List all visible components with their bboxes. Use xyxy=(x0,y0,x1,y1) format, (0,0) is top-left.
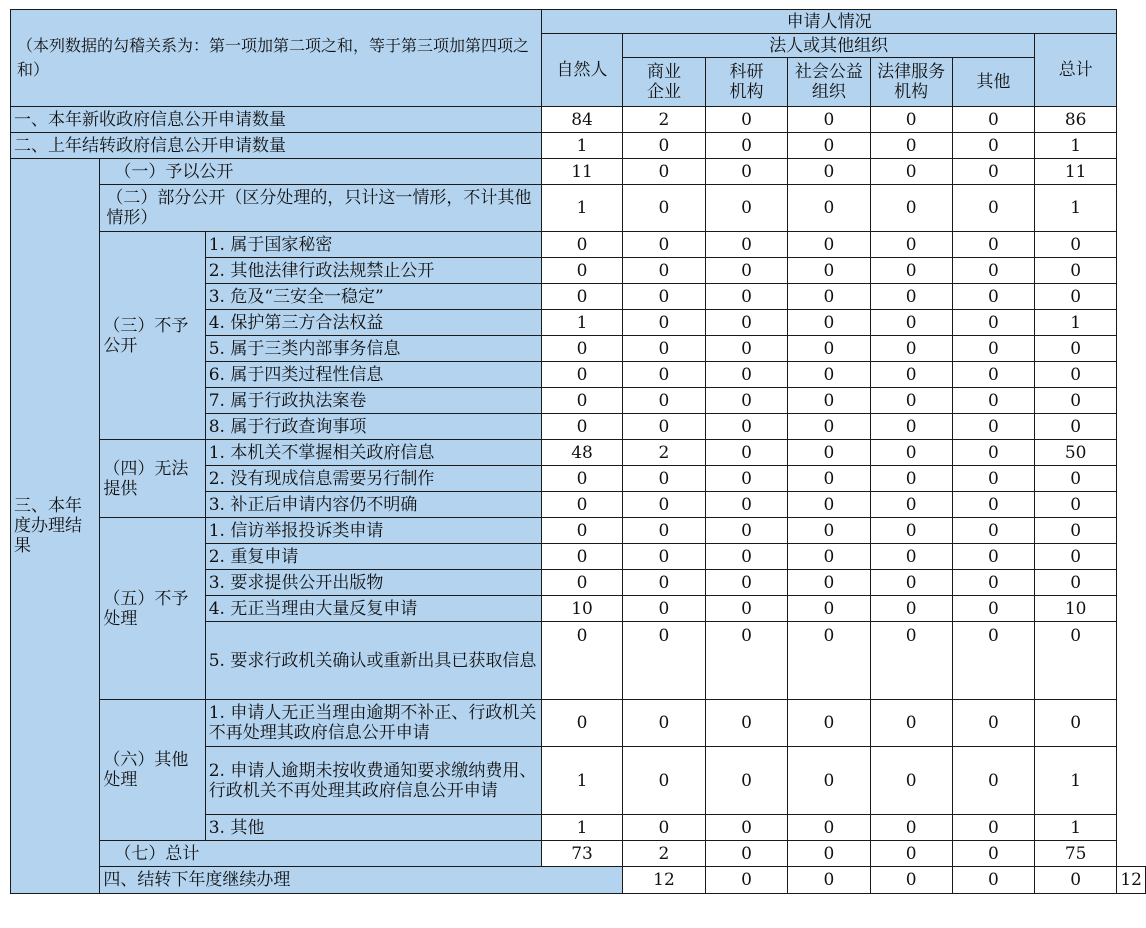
cell: 0 xyxy=(952,700,1034,747)
cell: 48 xyxy=(541,440,622,466)
cell: 0 xyxy=(952,414,1034,440)
row-label: 2. 申请人逾期未按收费通知要求缴纳费用、行政机关不再处理其政府信息公开申请 xyxy=(205,747,541,815)
cell: 0 xyxy=(541,466,622,492)
row-label: 1. 申请人无正当理由逾期不补正、行政机关不再处理其政府信息公开申请 xyxy=(205,700,541,747)
cell: 0 xyxy=(1035,867,1117,894)
cell: 0 xyxy=(788,867,870,894)
cell: 0 xyxy=(705,466,788,492)
cell: 0 xyxy=(705,544,788,570)
cell: 0 xyxy=(870,570,952,596)
cell: 0 xyxy=(705,596,788,622)
cell: 86 xyxy=(1035,107,1117,133)
cell: 0 xyxy=(705,258,788,284)
cell: 0 xyxy=(623,310,706,336)
cell: 0 xyxy=(541,414,622,440)
cell: 0 xyxy=(1035,336,1117,362)
header-natural-person: 自然人 xyxy=(541,34,622,107)
row-label: （二）部分公开（区分处理的，只计这一情形，不计其他情形） xyxy=(100,185,542,232)
cell: 0 xyxy=(788,622,870,700)
cell: 0 xyxy=(870,362,952,388)
group-label-section-3: 三、本年度办理结果 xyxy=(11,159,100,894)
cell: 0 xyxy=(788,107,870,133)
cell: 0 xyxy=(870,133,952,159)
cell: 1 xyxy=(1035,747,1117,815)
cell: 0 xyxy=(541,700,622,747)
subgroup-label-not-processed: （五）不予处理 xyxy=(100,518,205,700)
cell: 0 xyxy=(870,388,952,414)
cell: 0 xyxy=(788,284,870,310)
cell: 0 xyxy=(952,622,1034,700)
cell: 0 xyxy=(952,258,1034,284)
cell: 0 xyxy=(705,440,788,466)
cell: 12 xyxy=(1117,867,1146,894)
cell: 0 xyxy=(952,518,1034,544)
cell: 11 xyxy=(541,159,622,185)
cell: 0 xyxy=(952,867,1034,894)
cell: 1 xyxy=(541,133,622,159)
cell: 0 xyxy=(952,544,1034,570)
row-label: 5. 属于三类内部事务信息 xyxy=(205,336,541,362)
cell: 0 xyxy=(623,185,706,232)
cell: 1 xyxy=(1035,310,1117,336)
cell: 0 xyxy=(788,747,870,815)
cell: 0 xyxy=(623,232,706,258)
cell: 1 xyxy=(541,747,622,815)
cell: 0 xyxy=(705,570,788,596)
header-applicant-info: 申请人情况 xyxy=(541,10,1116,34)
cell: 0 xyxy=(870,815,952,841)
cell: 0 xyxy=(623,159,706,185)
cell: 0 xyxy=(788,310,870,336)
cell: 0 xyxy=(1035,284,1117,310)
cell: 0 xyxy=(623,133,706,159)
cell: 2 xyxy=(623,841,706,867)
cell: 0 xyxy=(870,596,952,622)
cell: 0 xyxy=(541,232,622,258)
cell: 0 xyxy=(1035,622,1117,700)
cell: 0 xyxy=(1035,388,1117,414)
header-legal-group: 法人或其他组织 xyxy=(623,34,1035,58)
cell: 0 xyxy=(788,518,870,544)
row-label: 2. 重复申请 xyxy=(205,544,541,570)
cell: 0 xyxy=(1035,544,1117,570)
row-label: 7. 属于行政执法案卷 xyxy=(205,388,541,414)
cell: 0 xyxy=(788,440,870,466)
cell: 0 xyxy=(952,336,1034,362)
row-label: 2. 其他法律行政法规禁止公开 xyxy=(205,258,541,284)
subgroup-label-unable-to-provide: （四）无法提供 xyxy=(100,440,205,518)
cell: 0 xyxy=(541,336,622,362)
row-label: 四、结转下年度继续办理 xyxy=(100,867,623,894)
cell: 0 xyxy=(788,388,870,414)
cell: 0 xyxy=(705,232,788,258)
cell: 0 xyxy=(952,570,1034,596)
cell: 0 xyxy=(705,414,788,440)
row-label: 3. 其他 xyxy=(205,815,541,841)
cell: 0 xyxy=(870,440,952,466)
cell: 1 xyxy=(1035,133,1117,159)
cell: 0 xyxy=(870,107,952,133)
cell: 0 xyxy=(541,570,622,596)
cell: 0 xyxy=(705,492,788,518)
cell: 0 xyxy=(1035,700,1117,747)
row-label: 4. 保护第三方合法权益 xyxy=(205,310,541,336)
cell: 0 xyxy=(705,362,788,388)
cell: 0 xyxy=(705,185,788,232)
cell: 0 xyxy=(623,388,706,414)
cell: 50 xyxy=(1035,440,1117,466)
cell: 0 xyxy=(870,310,952,336)
cell: 84 xyxy=(541,107,622,133)
cell: 0 xyxy=(870,841,952,867)
cell: 0 xyxy=(788,492,870,518)
cell: 0 xyxy=(541,622,622,700)
cell: 0 xyxy=(623,700,706,747)
cell: 0 xyxy=(788,133,870,159)
cell: 0 xyxy=(1035,232,1117,258)
cell: 0 xyxy=(705,159,788,185)
cell: 0 xyxy=(1035,570,1117,596)
row-label: 4. 无正当理由大量反复申请 xyxy=(205,596,541,622)
cell: 0 xyxy=(870,336,952,362)
cell: 0 xyxy=(952,133,1034,159)
cell: 0 xyxy=(623,336,706,362)
cell: 0 xyxy=(788,362,870,388)
header-commercial: 商业企业 xyxy=(623,58,706,107)
cell: 1 xyxy=(1035,815,1117,841)
cell: 0 xyxy=(952,492,1034,518)
cell: 0 xyxy=(788,159,870,185)
cell: 0 xyxy=(705,133,788,159)
cell: 0 xyxy=(788,841,870,867)
cell: 0 xyxy=(952,815,1034,841)
cell: 1 xyxy=(541,815,622,841)
cell: 0 xyxy=(623,284,706,310)
cell: 0 xyxy=(705,622,788,700)
cell: 1 xyxy=(1035,185,1117,232)
cell: 11 xyxy=(1035,159,1117,185)
cell: 0 xyxy=(705,310,788,336)
cell: 0 xyxy=(952,440,1034,466)
cell: 0 xyxy=(870,284,952,310)
gov-info-disclosure-table xyxy=(10,9,1146,894)
header-research: 科研机构 xyxy=(705,58,788,107)
header-note: （本列数据的勾稽关系为：第一项加第二项之和，等于第三项加第四项之和） xyxy=(11,10,542,107)
cell: 0 xyxy=(788,815,870,841)
cell: 0 xyxy=(705,815,788,841)
cell: 0 xyxy=(541,284,622,310)
cell: 1 xyxy=(541,310,622,336)
cell: 0 xyxy=(1035,466,1117,492)
row-label: （七）总计 xyxy=(100,841,542,867)
cell: 0 xyxy=(952,107,1034,133)
cell: 0 xyxy=(952,362,1034,388)
cell: 0 xyxy=(870,159,952,185)
cell: 75 xyxy=(1035,841,1117,867)
cell: 0 xyxy=(1035,414,1117,440)
cell: 0 xyxy=(788,258,870,284)
row-label: （一）予以公开 xyxy=(100,159,542,185)
cell: 1 xyxy=(541,185,622,232)
cell: 0 xyxy=(1035,362,1117,388)
row-label: 8. 属于行政查询事项 xyxy=(205,414,541,440)
header-total: 总计 xyxy=(1035,34,1117,107)
cell: 0 xyxy=(623,570,706,596)
row-label: 6. 属于四类过程性信息 xyxy=(205,362,541,388)
cell: 0 xyxy=(870,466,952,492)
cell: 0 xyxy=(870,747,952,815)
cell: 0 xyxy=(788,336,870,362)
cell: 0 xyxy=(870,232,952,258)
cell: 0 xyxy=(1035,518,1117,544)
cell: 0 xyxy=(1035,492,1117,518)
cell: 0 xyxy=(788,414,870,440)
cell: 0 xyxy=(623,362,706,388)
header-public-welfare: 社会公益组织 xyxy=(788,58,870,107)
cell: 0 xyxy=(870,185,952,232)
cell: 2 xyxy=(623,440,706,466)
cell: 0 xyxy=(952,596,1034,622)
cell: 0 xyxy=(870,700,952,747)
cell: 0 xyxy=(705,284,788,310)
cell: 0 xyxy=(623,518,706,544)
cell: 0 xyxy=(952,185,1034,232)
cell: 0 xyxy=(870,518,952,544)
cell: 0 xyxy=(705,107,788,133)
cell: 0 xyxy=(623,466,706,492)
cell: 0 xyxy=(952,284,1034,310)
subgroup-label-not-disclosed: （三）不予公开 xyxy=(100,232,205,440)
cell: 0 xyxy=(952,388,1034,414)
row-label: 二、上年结转政府信息公开申请数量 xyxy=(11,133,542,159)
cell: 0 xyxy=(705,867,788,894)
row-label: 一、本年新收政府信息公开申请数量 xyxy=(11,107,542,133)
cell: 0 xyxy=(705,700,788,747)
cell: 0 xyxy=(870,867,952,894)
cell: 0 xyxy=(623,815,706,841)
cell: 0 xyxy=(623,258,706,284)
cell: 0 xyxy=(870,414,952,440)
cell: 73 xyxy=(541,841,622,867)
cell: 0 xyxy=(705,518,788,544)
row-label: 3. 要求提供公开出版物 xyxy=(205,570,541,596)
cell: 0 xyxy=(788,232,870,258)
cell: 0 xyxy=(623,596,706,622)
cell: 10 xyxy=(1035,596,1117,622)
cell: 0 xyxy=(788,700,870,747)
cell: 0 xyxy=(541,362,622,388)
row-label: 1. 本机关不掌握相关政府信息 xyxy=(205,440,541,466)
row-label: 2. 没有现成信息需要另行制作 xyxy=(205,466,541,492)
cell: 0 xyxy=(952,747,1034,815)
cell: 0 xyxy=(623,492,706,518)
cell: 0 xyxy=(705,388,788,414)
cell: 12 xyxy=(623,867,706,894)
cell: 0 xyxy=(541,388,622,414)
header-legal-service: 法律服务机构 xyxy=(870,58,952,107)
cell: 0 xyxy=(870,544,952,570)
cell: 0 xyxy=(952,466,1034,492)
cell: 0 xyxy=(705,747,788,815)
cell: 0 xyxy=(870,492,952,518)
cell: 0 xyxy=(788,596,870,622)
cell: 0 xyxy=(788,544,870,570)
row-label: 3. 补正后申请内容仍不明确 xyxy=(205,492,541,518)
cell: 0 xyxy=(870,258,952,284)
cell: 0 xyxy=(788,570,870,596)
cell: 0 xyxy=(788,185,870,232)
cell: 0 xyxy=(952,159,1034,185)
cell: 0 xyxy=(1035,258,1117,284)
cell: 2 xyxy=(623,107,706,133)
cell: 10 xyxy=(541,596,622,622)
cell: 0 xyxy=(623,544,706,570)
cell: 0 xyxy=(952,310,1034,336)
cell: 0 xyxy=(541,518,622,544)
row-label: 3. 危及“三安全一稳定” xyxy=(205,284,541,310)
cell: 0 xyxy=(705,841,788,867)
cell: 0 xyxy=(870,622,952,700)
subgroup-label-other-handling: （六）其他处理 xyxy=(100,700,205,841)
cell: 0 xyxy=(541,544,622,570)
row-label: 1. 信访举报投诉类申请 xyxy=(205,518,541,544)
header-other: 其他 xyxy=(952,58,1034,107)
cell: 0 xyxy=(952,841,1034,867)
cell: 0 xyxy=(952,232,1034,258)
cell: 0 xyxy=(623,622,706,700)
cell: 0 xyxy=(541,492,622,518)
cell: 0 xyxy=(623,747,706,815)
cell: 0 xyxy=(705,336,788,362)
cell: 0 xyxy=(623,414,706,440)
row-label: 5. 要求行政机关确认或重新出具已获取信息 xyxy=(205,622,541,700)
cell: 0 xyxy=(788,466,870,492)
cell: 0 xyxy=(541,258,622,284)
row-label: 1. 属于国家秘密 xyxy=(205,232,541,258)
